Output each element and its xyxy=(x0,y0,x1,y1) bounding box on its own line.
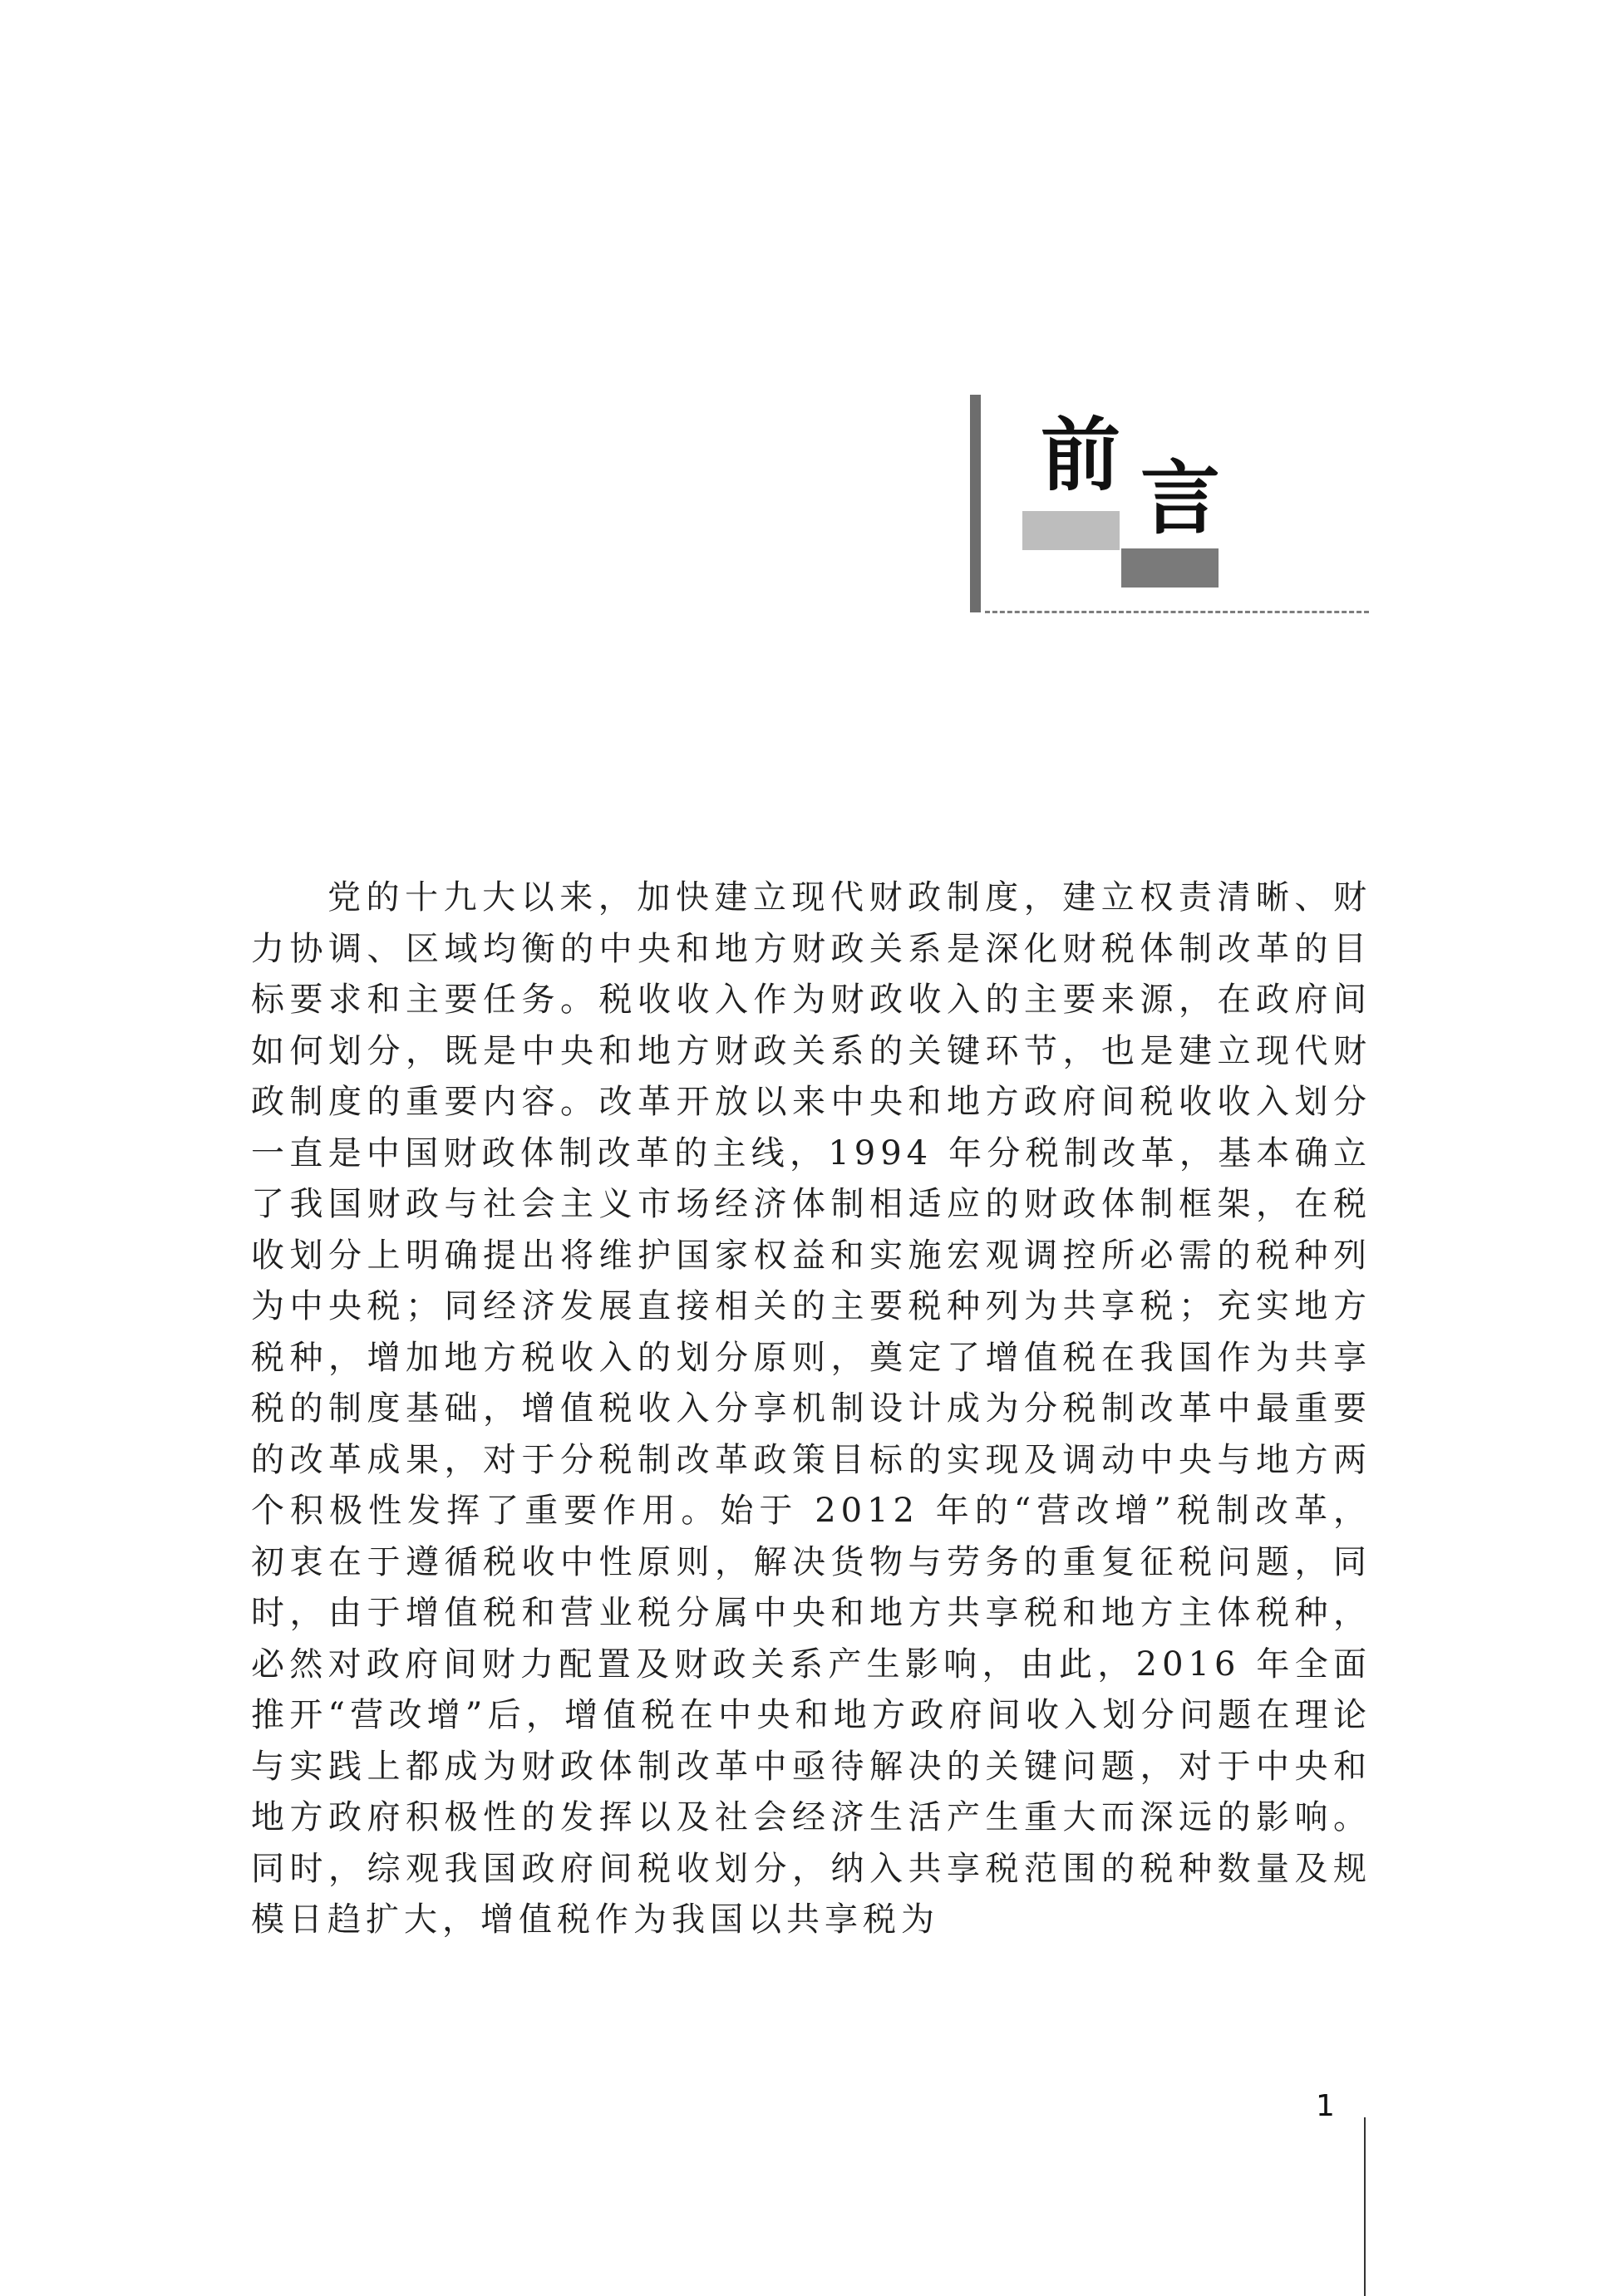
heading-dashed-rule xyxy=(985,611,1369,613)
heading-title-char-1: 前 xyxy=(1041,408,1120,502)
heading-decoration-dark-block xyxy=(1121,548,1219,588)
heading-vertical-bar xyxy=(970,395,981,612)
heading-title-char-2: 言 xyxy=(1140,451,1220,545)
body-paragraph: 党的十九大以来，加快建立现代财政制度，建立权责清晰、财力协调、区域均衡的中央和地方财政关系是深化财税体制改革的目标要求和主要任务。税收收入作为财政收入的主要来源，在政府间如何划分，既是中央和地方财政关系的关键环节，也是建立现代财政制度的重要内容。改革开放以来中央和地方政府间税收收入划分一直是中国财政体制改革的主线，1994 年分税制改革，基本确立了我国财政与社会主义市场经济体制相适应的财政体制框架，在税收划分上明确提出将维护国家权益和实施宏观调控所必需的税种列为中央税；同经济发展直接相关的主要税种列为共享税；充实地方税种，增加地方税收入的划分原则，奠定了增值税在我国作为共享税的制度基础，增值税收入分享机制设计成为分税制改革中最重要的改革成果，对于分税制改革政策目标的实现及调动中央与地方两个积极性发挥了重要作用。始于 2012 年的“营改增”税制改革，初衷在于遵循税收中性原则，解决货物与劳务的重复征税问题，同时，由于增值税和营业税分属中央和地方共享税和地方主体税种，必然对政府间财力配置及财政关系产生影响，由此，2016 年全面推开“营改增”后，增值税在中央和地方政府间收入划分问题在理论与实践上都成为财政体制改革中亟待解决的关键问题，对于中央和地方政府积极性的发挥以及社会经济生活产生重大而深远的影响。同时，综观我国政府间税收划分，纳入共享税范围的税种数量及规模日趋扩大，增值税作为我国以共享税为 xyxy=(251,878,1371,1939)
page-number: 1 xyxy=(1316,2089,1335,2123)
footer-margin-rule xyxy=(1364,2117,1366,2296)
heading-decoration-light-block xyxy=(1022,511,1120,550)
